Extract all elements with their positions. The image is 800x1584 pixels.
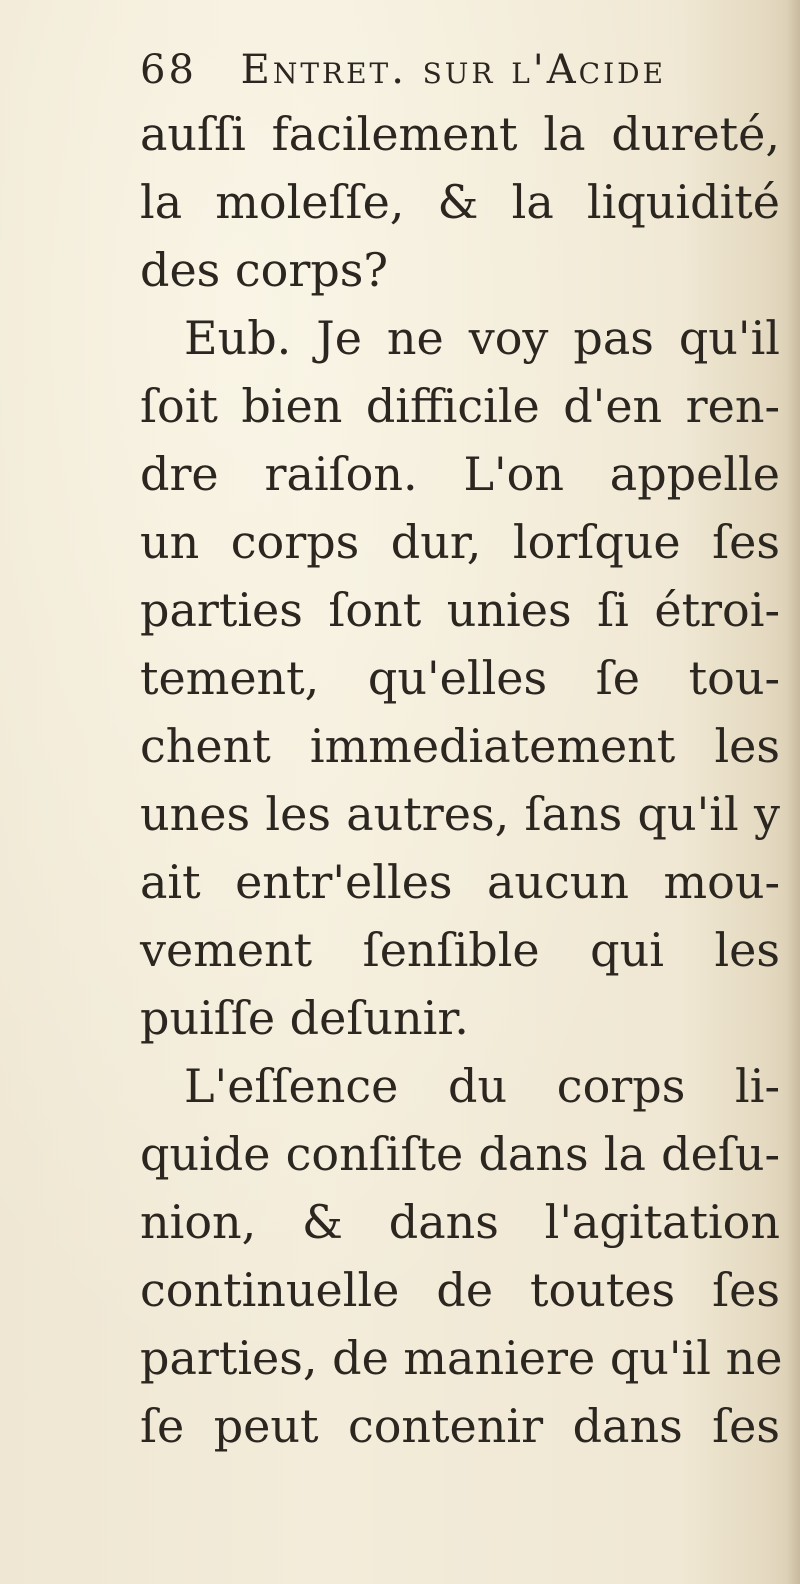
text-line: nion, & dans l'agitation	[140, 1195, 780, 1249]
page-number: 68	[140, 47, 197, 93]
text-line: continuelle de toutes ſes	[140, 1263, 780, 1317]
text-line: auſſi facilement la dureté,	[140, 107, 780, 161]
text-line: quide conſiſte dans la deſu-	[140, 1127, 780, 1181]
paragraph-start-line: Eub. Je ne voy pas qu'il	[184, 311, 780, 365]
text-line: parties, de maniere qu'il ne	[140, 1331, 783, 1385]
text-line: parties ſont unies ſi étroi-	[140, 583, 780, 637]
page-header	[140, 40, 760, 100]
text-line: tement, qu'elles ſe tou-	[140, 651, 780, 705]
paragraph-start-line: L'eſſence du corps li-	[184, 1059, 780, 1113]
body-text	[140, 100, 783, 1460]
text-line: chent immediatement les	[140, 719, 780, 773]
running-title: Entret. sur l'Acide	[240, 47, 667, 93]
text-line: ait entr'elles aucun mou-	[140, 855, 780, 909]
text-line: unes les autres, ſans qu'il y	[140, 787, 780, 841]
text-line: un corps dur, lorſque ſes	[140, 515, 780, 569]
text-line: des corps?	[140, 243, 389, 297]
page-edge-shadow	[786, 0, 800, 1584]
text-line: vement ſenſible qui les	[140, 923, 780, 977]
text-line: ſe peut contenir dans ſes	[140, 1399, 780, 1453]
text-line: ſoit bien difficile d'en ren-	[140, 379, 780, 433]
text-line: dre raiſon. L'on appelle	[140, 447, 780, 501]
text-line: puiſſe deſunir.	[140, 991, 469, 1045]
text-line: la moleſſe, & la liquidité	[140, 175, 780, 229]
